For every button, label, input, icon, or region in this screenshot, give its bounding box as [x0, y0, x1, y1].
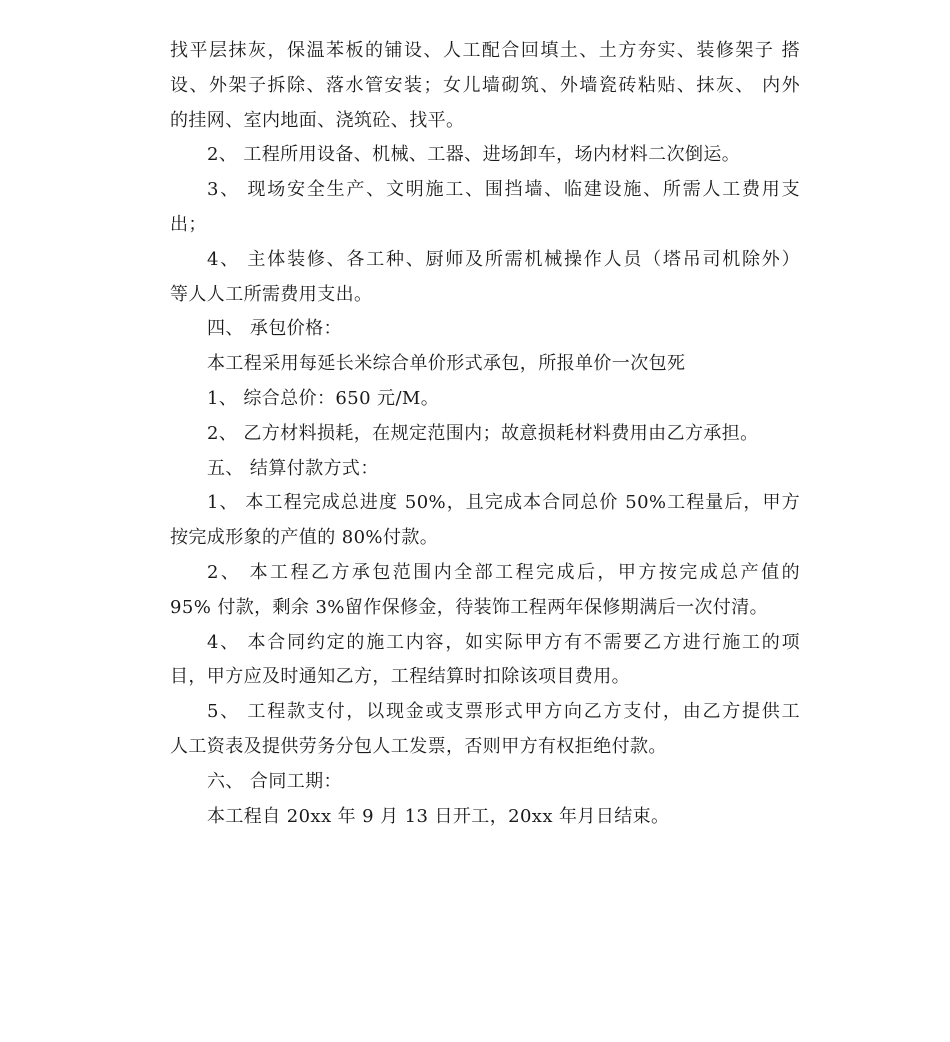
text-line: 1、 综合总价：650 元/M。: [207, 387, 440, 409]
document-body: [170, 34, 800, 834]
text-line: 4、 本合同约定的施工内容，如实际甲方有不需要乙方进行施工的项: [207, 631, 800, 653]
text-line: 设、外架子拆除、落水管安装；女儿墙砌筑、外墙瓷砖粘贴、抹灰、 内外: [170, 74, 800, 96]
text-line: 本工程自 20xx 年 9 月 13 日开工，20xx 年月日结束。: [207, 805, 670, 827]
text-line: 2、 工程所用设备、机械、工器、进场卸车，场内材料二次倒运。: [207, 144, 741, 166]
text-line: 本工程采用每延长米综合单价形式承包，所报单价一次包死: [207, 353, 686, 375]
text-line: 2、 乙方材料损耗，在规定范围内；故意损耗材料费用由乙方承担。: [207, 422, 759, 444]
text-line: 4、 主体装修、各工种、厨师及所需机械操作人员（塔吊司机除外）: [207, 248, 800, 270]
text-line: 等人人工所需费用支出。: [170, 283, 373, 305]
text-line: 3、 现场安全生产、文明施工、围挡墙、临建设施、所需人工费用支: [207, 179, 800, 201]
text-line: 出；: [170, 213, 207, 235]
text-line: 人工资表及提供劳务分包人工发票，否则甲方有权拒绝付款。: [170, 735, 667, 757]
text-line: 的挂网、室内地面、浇筑砼、找平。: [170, 109, 465, 131]
text-line: 按完成形象的产值的 80%付款。: [170, 527, 439, 549]
text-line: 目，甲方应及时通知乙方，工程结算时扣除该项目费用。: [170, 666, 630, 688]
text-line: 1、 本工程完成总进度 50%，且完成本合同总价 50%工程量后，甲方: [207, 492, 800, 514]
text-line: 六、 合同工期：: [207, 770, 342, 792]
text-line: 95% 付款，剩余 3%留作保修金，待装饰工程两年保修期满后一次付清。: [170, 596, 769, 618]
text-line: 四、 承包价格：: [207, 318, 342, 340]
text-line: 2、 本工程乙方承包范围内全部工程完成后，甲方按完成总产值的: [207, 561, 800, 583]
text-line: 5、 工程款支付，以现金或支票形式甲方向乙方支付，由乙方提供工: [207, 701, 800, 723]
text-line: 找平层抹灰，保温苯板的铺设、人工配合回填土、土方夯实、装修架子 搭: [170, 40, 800, 61]
text-line: 五、 结算付款方式：: [207, 457, 379, 479]
document-page: [170, 34, 800, 834]
